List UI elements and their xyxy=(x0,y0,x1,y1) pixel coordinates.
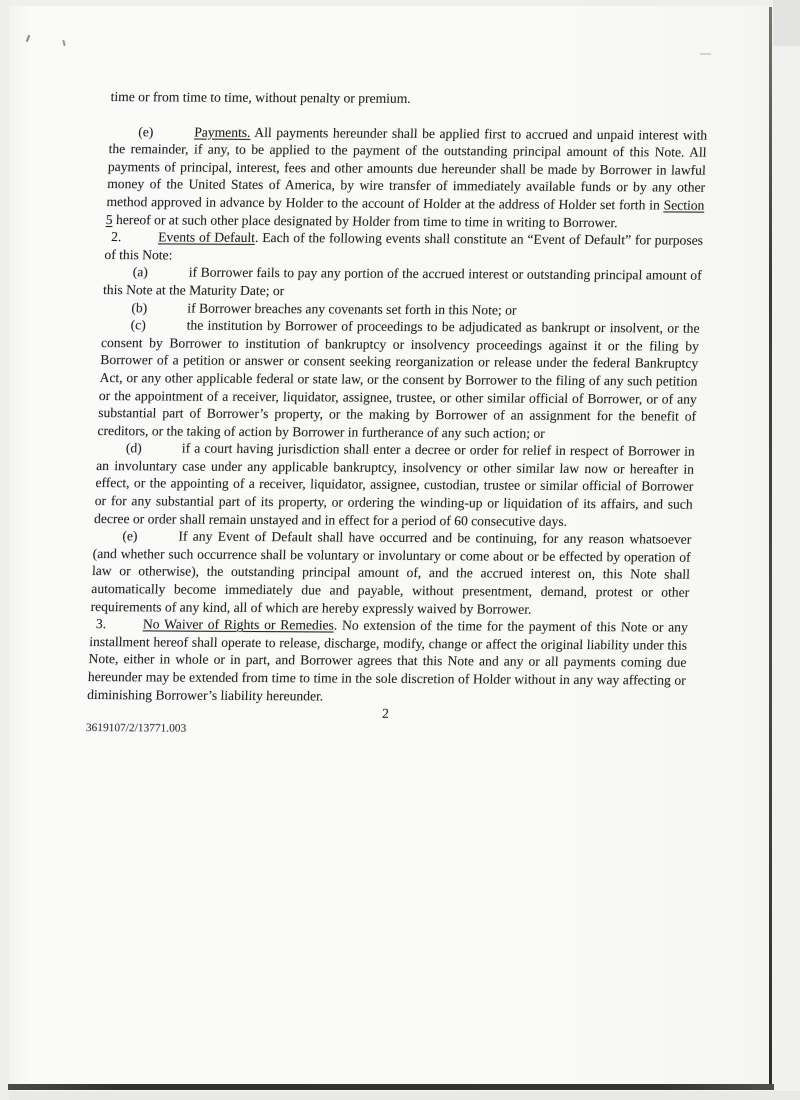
document-body xyxy=(86,88,709,739)
section-number: 2. xyxy=(110,229,122,245)
paragraph-label: (e) xyxy=(138,123,154,139)
default-e-text: If any Event of Default shall have occurred and be continuing, for any reason whatsoever (and whether such occurrence shall be voluntary or involuntary or come about or be effected by operation of law or otherwise), the outstanding principal amount of, and the accrued interest on, this Note shall automatically become immediately due and payable, without presentment, demand, protest or other requirements of any kind, all of which are hereby expressly waived by Borrower. xyxy=(90,528,692,617)
scan-margin-right xyxy=(773,0,800,1100)
scan-corner-shade xyxy=(773,0,800,46)
section-events-of-default xyxy=(104,228,703,267)
payments-body: All payments hereunder shall be applied first to accrued and unpaid interest with the remainder, if any, to be applied to the payment of the outstanding principal amount of this Note. All payments of principal, interest, fees and other amounts due hereunder shall be made by Borrower in lawful money of the United States of America, by wire transfer of immediately available funds or by any other method approved in advance by Holder to the account of Holder at the address of Holder set forth in xyxy=(106,124,708,213)
scan-artifact xyxy=(26,35,30,42)
scan-artifact xyxy=(62,40,65,46)
section-2-body: . Each of the following events shall constitute an “Event of Default” for purposes of this Note: xyxy=(104,230,704,263)
default-a-text: if Borrower fails to pay any portion of the accrued interest or outstanding principal amount of this Note at the Maturity Date; or xyxy=(102,264,702,299)
paragraph-default-e xyxy=(90,527,691,619)
document-reference-number: 3619107/2/13771.003 xyxy=(85,721,187,735)
continuation-text: time or from time to time, without penalty or premium. xyxy=(110,88,412,106)
scan-margin-top xyxy=(0,0,800,6)
scan-margin-bottom xyxy=(0,1091,800,1100)
default-d-text: if a court having jurisdiction shall enter a decree or order for relief in respect of Borrower in an involuntary case under any applicable bankruptcy, insolvency or other similar law now or hereafter in effect, or the appointing of a receiver, liquidator, assignee, custodian, trustee or similar official of Borrower or for any substantial part of its property, or ordering the winding-up or liquidation of its affairs, and such decree or order shall remain unstayed and in effect for a period of 60 consecutive days. xyxy=(93,440,696,529)
paragraph-default-a xyxy=(103,263,702,302)
scan-artifact xyxy=(700,53,711,55)
section-3-body: . No extension of the time for the payment of this Note or any installment hereof shall operate to release, discharge, modify, change or affect the original liability under this Note, either in whole or in part, and Borrower agrees that this Note and any or all payments coming due hereunder may be extended from time to time in the sole discretion of Holder without in any way affecting or diminishing Borrower’s liability hereunder. xyxy=(86,617,689,704)
page-number: 2 xyxy=(381,705,390,722)
paragraph-label: (e) xyxy=(122,528,138,544)
paragraph-default-c xyxy=(97,316,700,443)
paragraph-label: (b) xyxy=(131,299,148,315)
paragraph-label: (a) xyxy=(132,264,149,280)
page-bottom-edge-shadow xyxy=(8,1084,774,1090)
default-b-text: if Borrower breaches any covenants set forth in this Note; or xyxy=(187,300,517,318)
paragraph-payments xyxy=(105,123,707,232)
payments-heading: Payments. xyxy=(193,124,251,140)
section-no-waiver xyxy=(87,615,688,707)
paragraph-default-d xyxy=(94,439,695,531)
scan-margin-left xyxy=(0,0,9,1100)
paragraph-label: (c) xyxy=(130,317,147,333)
payments-body-after: hereof or at such other place designated by Holder from time to time in writing to Borrower. xyxy=(112,211,618,230)
paragraph-label: (d) xyxy=(125,440,143,456)
section-5-reference: Section 5 xyxy=(105,197,705,227)
events-of-default-heading: Events of Default xyxy=(157,229,256,246)
section-number: 3. xyxy=(95,616,107,632)
no-waiver-heading: No Waiver of Rights or Remedies xyxy=(142,616,335,633)
default-c-text: the institution by Borrower of proceedings to be adjudicated as bankrupt or insolvent, or the consent by Borrower to institution of bankruptcy or insolvency proceedings against it or the filing by Borrower of a petition or answer or consent seeking reorganization or release under the federal Bankruptcy Act, or any other applicable federal or state law, or the consent by Borrower to the filing of any such petition or the appointment of a receiver, liquidator, assignee, trustee, or other similar official of Borrower, or of any substantial part of Borrower’s property, or the making by Borrower of an assignment for the benefit of creditors, or the taking of action by Borrower in furtherance of any such action; or xyxy=(97,317,700,441)
page-right-edge-shadow xyxy=(769,7,772,1087)
